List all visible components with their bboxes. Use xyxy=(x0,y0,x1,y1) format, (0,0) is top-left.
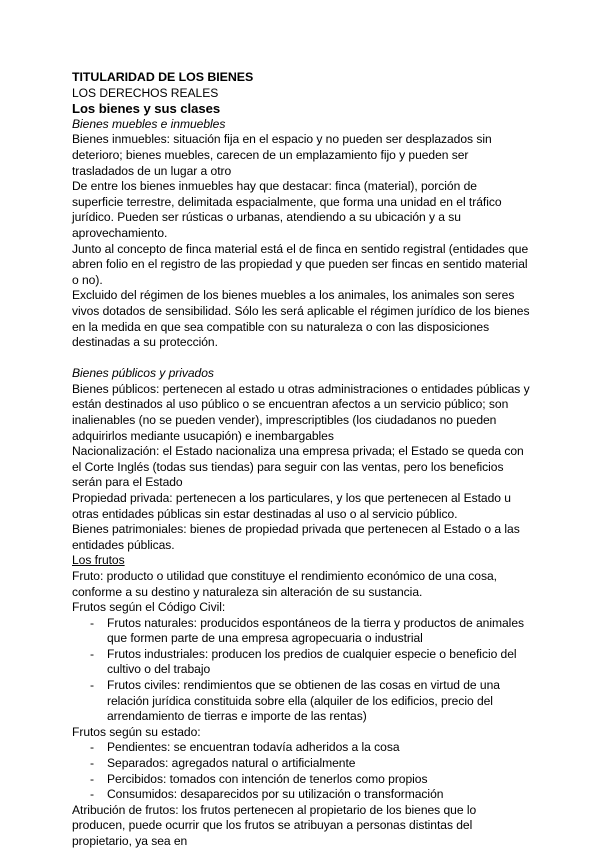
bullet-dash: - xyxy=(90,740,94,755)
list-item xyxy=(72,787,530,803)
bullet-dash: - xyxy=(90,787,94,802)
list-item xyxy=(72,756,530,772)
list-item-text: Frutos industriales: producen los predios de cualquier especie o beneficio del cultivo o del trabajo xyxy=(107,646,517,677)
list-item-text: Pendientes: se encuentran todavía adheridos a la cosa xyxy=(107,740,400,755)
list-item-text: Frutos civiles: rendimientos que se obtienen de las cosas en virtud de una relación jurídica constituida sobre ella (alquiler de los edificios, precio del arrendamiento de tierras e importe de las rentas) xyxy=(107,678,500,724)
list-item xyxy=(72,678,530,725)
section-title: Los bienes y sus clases xyxy=(72,101,221,117)
paragraph: Junto al concepto de finca material está el de finca en sentido registral (entidades que abren folio en el registro de las propiedad y que pueden ser fincas en sentido material o no). xyxy=(72,241,529,287)
list-item xyxy=(72,616,530,647)
list-item-text: Frutos naturales: producidos espontáneos de la tierra y productos de animales que formen parte de una empresa agropecuaria o industrial xyxy=(107,615,524,646)
bullet-dash: - xyxy=(90,678,94,693)
paragraph: Nacionalización: el Estado nacionaliza una empresa privada; el Estado se queda con el Corte Inglés (todas sus tiendas) para seguir con las ventas, pero los beneficios serán para el Estado xyxy=(72,444,524,490)
bullet-dash: - xyxy=(90,646,94,661)
list-intro: Frutos según el Código Civil: xyxy=(72,600,226,615)
bullet-dash: - xyxy=(90,615,94,630)
paragraph: Bienes patrimoniales: bienes de propiedad privada que pertenecen al Estado o a las entidades públicas. xyxy=(72,522,520,552)
paragraph: Bienes públicos: pertenecen al estado u otras administraciones o entidades públicas y están destinados al uso público o se encuentran afectos a un servicio público; son inalienables (no se pueden vender), imprescriptibles (los ciudadanos no pueden adquirirlos mediante usucapión) e inembargables xyxy=(72,381,530,443)
paragraph: Propiedad privada: pertenecen a los particulares, y los que pertenecen al Estado u otras entidades públicas sin estar destinadas al uso o al servicio público. xyxy=(72,490,511,521)
list-item xyxy=(72,772,530,788)
list-item xyxy=(72,740,530,756)
heading-los-frutos: Los frutos xyxy=(72,553,125,568)
heading-bienes-publicos: Bienes públicos y privados xyxy=(72,366,214,381)
paragraph: Fruto: producto o utilidad que constituye el rendimiento económico de una cosa, conforme a su destino y naturaleza sin alteración de su sustancia. xyxy=(72,568,497,599)
heading-bienes-muebles: Bienes muebles e inmuebles xyxy=(72,116,226,131)
paragraph: Excluido del régimen de los bienes muebles a los animales, los animales son seres vivos dotados de sensibilidad. Sólo les será aplicable el régimen jurídico de los bienes en la medida en que sea compatible con su naturaleza o con las disposiciones destinadas a su protección. xyxy=(72,288,530,350)
list-item xyxy=(72,647,530,678)
list-intro: Frutos según su estado: xyxy=(72,724,201,739)
state-list xyxy=(72,740,530,802)
document-title: TITULARIDAD DE LOS BIENES xyxy=(72,70,254,84)
civil-code-list xyxy=(72,616,530,725)
spacer xyxy=(72,351,530,367)
bullet-dash: - xyxy=(90,756,94,771)
paragraph: Atribución de frutos: los frutos pertenecen al propietario de los bienes que lo producen, puede ocurrir que los frutos se atribuyan a personas distintas del propietario, ya sea en xyxy=(72,802,477,848)
list-item-text: Separados: agregados natural o artificialmente xyxy=(107,756,356,771)
document-subtitle: LOS DERECHOS REALES xyxy=(72,85,219,100)
list-item-text: Percibidos: tomados con intención de tenerlos como propios xyxy=(107,771,428,786)
list-item-text: Consumidos: desaparecidos por su utilización o transformación xyxy=(107,787,444,802)
paragraph: De entre los bienes inmuebles hay que destacar: finca (material), porción de superficie terrestre, delimitada espacialmente, que forma una unidad en el tráfico jurídico. Pueden ser rústicas o urbanas, atendiendo a su ubicación y a su aprovechamiento. xyxy=(72,179,502,240)
document-body xyxy=(72,70,530,850)
paragraph: Bienes inmuebles: situación fija en el espacio y no pueden ser desplazados sin deterioro; bienes muebles, carecen de un emplazamiento fijo y pueden ser trasladados de un lugar a otro xyxy=(72,132,492,178)
bullet-dash: - xyxy=(90,771,94,786)
